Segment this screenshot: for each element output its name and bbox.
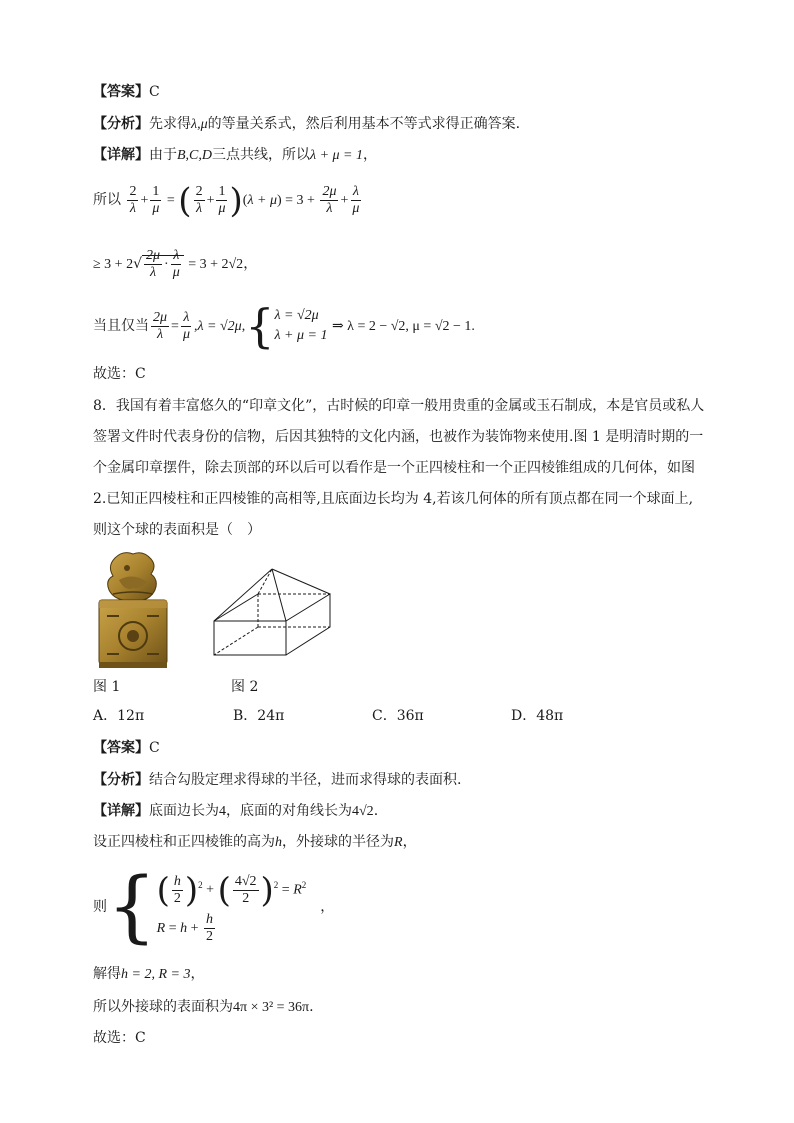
option-d: D．48π [511, 708, 564, 724]
q8-detail-line: 【详解】底面边长为4，底面的对角线长为4√2. [93, 803, 379, 819]
q8-stem-line-5: 则这个球的表面积是（ ） [93, 522, 261, 538]
q7-line3-prefix: 当且仅当 [93, 318, 149, 334]
q7-detail-eq: λ + μ = 1 [310, 148, 363, 163]
q7-answer-label: 【答案】 [93, 84, 149, 100]
option-a: A．12π [93, 708, 145, 724]
q8-choose: 故选：C [93, 1030, 146, 1046]
q8-solve-line: 解得h = 2, R = 3， [93, 966, 205, 982]
q8-analysis-line [93, 770, 461, 790]
q8-system-line: 则{ ( $\frac{h}{2}$ )$^2$ + ( $\frac{4√2}{2}$ )$^2 = R^2$ R = h + $\frac{h}{2}$ ， [93, 861, 335, 952]
q7-answer-value: C [149, 84, 160, 100]
q7-line1-prefix: 所以 [93, 192, 121, 208]
q7-choose: 故选：C [93, 366, 146, 382]
q7-analysis-post: 的等量关系式，然后利用基本不等式求得正确答案. [207, 116, 521, 132]
q7-analysis-line [93, 114, 520, 135]
q8-stem-line-2: 签署文件时代表身份的信物，后因其独特的文化内涵，也被作为装饰物来使用.图 1 是明清时期的一 [93, 429, 704, 445]
q8-surface-line: 所以外接球的表面积为4π × 3² = 36π. [93, 999, 314, 1015]
q7-math-line-3: 当且仅当 $\frac{2\mu}{\lambda}$ = $\frac{\lambda}{\mu}$ ,λ = √2μ,{ λ = √2μ λ + μ = 1 ⇒ λ = 2 − √2, μ = √2 − 1. [93, 299, 475, 353]
option-b: B．24π [233, 708, 285, 724]
figure-1-label: 图 1 [93, 679, 121, 695]
q7-line2-prefix: ≥ 3 + 2 [93, 257, 134, 272]
q7-detail-label: 【详解】 [93, 147, 149, 163]
q8-analysis-text: 结合勾股定理求得球的半径，进而求得球的表面积. [149, 772, 462, 788]
q8-detail-label: 【详解】 [93, 803, 149, 819]
seal-photo [93, 550, 173, 672]
q8-answer-value: C [149, 740, 160, 756]
q7-analysis-label: 【分析】 [93, 116, 149, 132]
figure-2-label: 图 2 [231, 679, 259, 695]
q7-detail-pre: 由于 [149, 147, 177, 163]
q7-analysis-vars: λ,μ [191, 117, 208, 132]
q8-stem-line-4: 2.已知正四棱柱和正四棱锥的高相等,且底面边长均为 4,若该几何体的所有顶点都在同一个球面上, [93, 491, 694, 507]
q7-line2-result: = 3 + 2√2 [188, 257, 244, 272]
q8-then-prefix: 则 [93, 898, 107, 915]
q8-stem-line-3: 个金属印章摆件，除去顶部的环以后可以看作是一个正四棱柱和一个正四棱锥组成的几何体，如图 [93, 460, 695, 476]
q8-number: 8． [93, 398, 116, 414]
q8-analysis-label: 【分析】 [93, 772, 149, 788]
q7-math-line-2: ≥ 3 + 2√ $\frac{2\mu}{\lambda}$ · $\frac{\lambda}{\mu}$ = 3 + 2√2， [93, 248, 258, 281]
q7-math-line-1: 所以 $\frac{2}{\lambda}$ + $\frac{1}{\mu}$ = ( $\frac{2}{\lambda}$ + $\frac{1}{\mu}$ )(λ + μ) = 3 + $\frac{2\mu}{\lambda}$ + $\frac{\lambda}{\mu}$ [93, 180, 360, 221]
q8-stem-line-1: 8．我国有着丰富悠久的“印章文化”，古时候的印章一般用贵重的金属或玉石制成，本是官员或私人 [93, 398, 705, 414]
q8-answer-line [93, 738, 160, 758]
q8-answer-label: 【答案】 [93, 740, 149, 756]
option-c: C．36π [372, 708, 424, 724]
q7-answer-line [93, 82, 160, 102]
q7-detail-points: B,C,D [177, 148, 212, 163]
geometry-figure [212, 565, 334, 657]
q7-detail-mid: 三点共线，所以 [212, 147, 310, 163]
q8-setup-line: 设正四棱柱和正四棱锥的高为h，外接球的半径为R， [93, 834, 417, 850]
q7-analysis-pre: 先求得 [149, 116, 191, 132]
q7-detail-end: ， [363, 147, 377, 163]
q7-detail-line [93, 145, 377, 166]
q7-line3-result: ⇒ λ = 2 − √2, μ = √2 − 1. [331, 319, 475, 334]
